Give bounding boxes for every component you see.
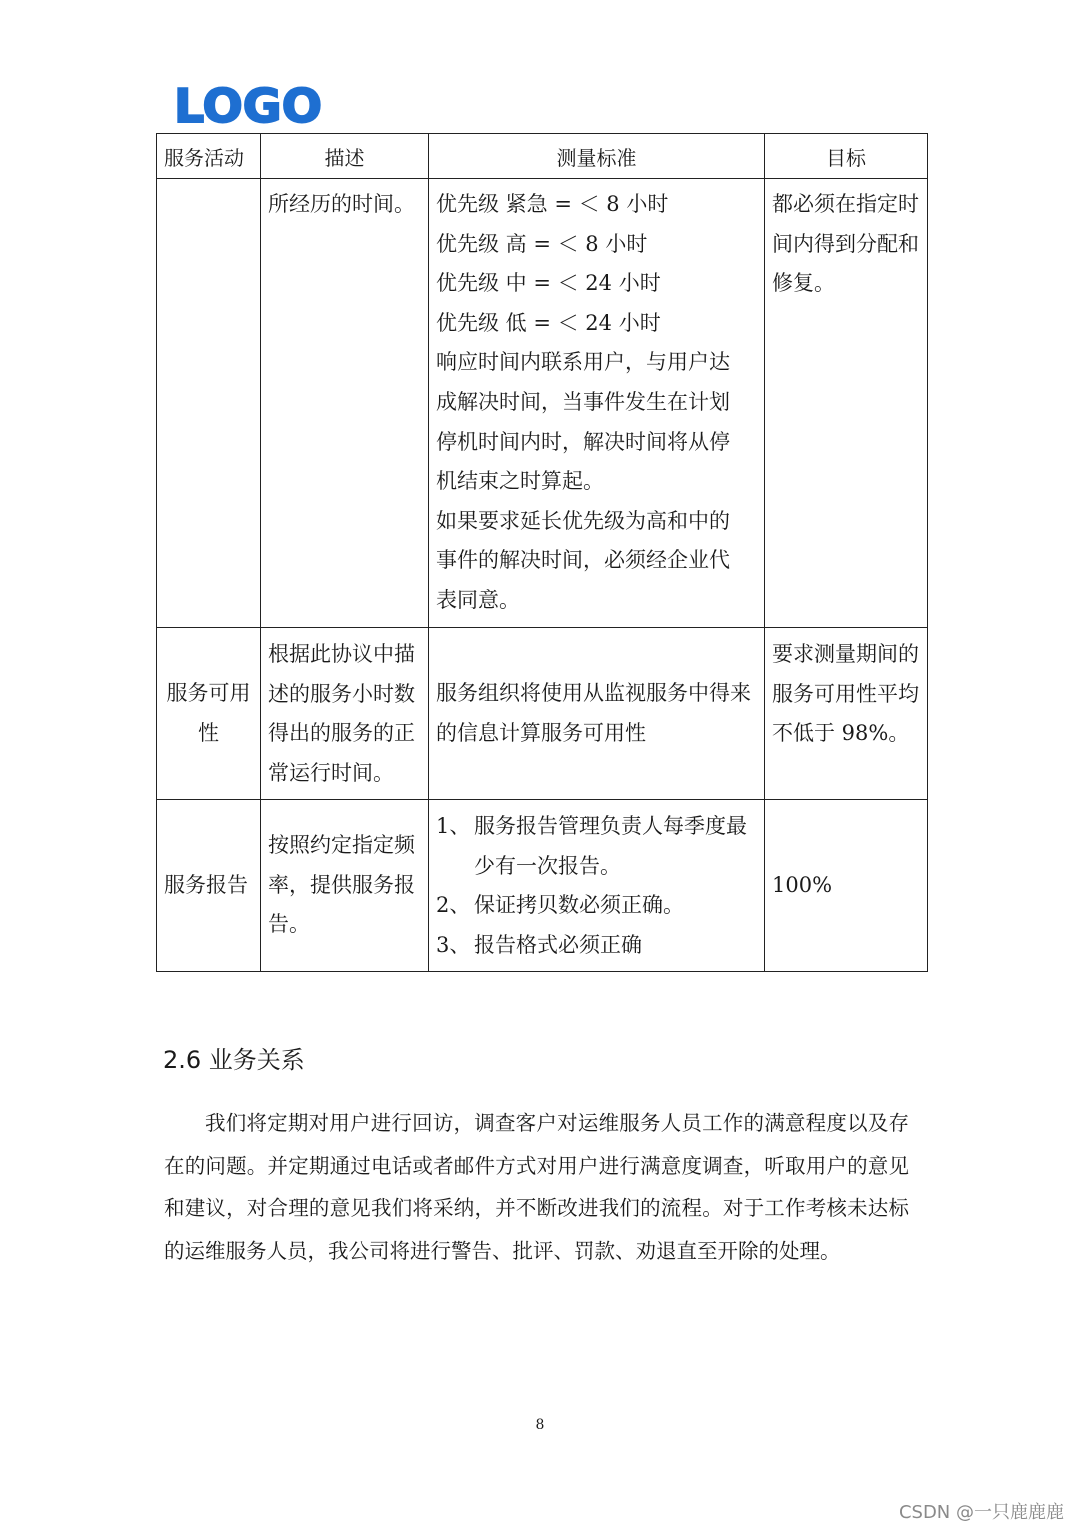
header-description: 描述 [261,134,429,179]
table-header-row [157,134,928,179]
table-row [157,800,928,972]
measurement-line: 成解决时间，当事件发生在计划 [436,389,730,414]
measurement-line: 优先级 高 = ＜ 8 小时 [436,231,648,256]
logo [174,84,324,128]
cell-description: 按照约定指定频率，提供服务报告。 [261,800,429,972]
measurement-line: 如果要求延长优先级为高和中的 [436,508,730,533]
cell-measurement: 服务组织将使用从监视服务中得来的信息计算服务可用性 [429,628,765,800]
section-heading: 2.6 业务关系 [163,1046,305,1074]
numbered-item [436,807,757,886]
item-text: 报告格式必须正确 [474,932,642,957]
cell-target: 要求测量期间的服务可用性平均不低于 98%。 [765,628,928,800]
table-row [157,179,928,628]
numbered-item [436,926,757,966]
header-measurement: 测量标准 [429,134,765,179]
item-number: 2、 [436,893,471,918]
sla-table [156,133,928,972]
cell-activity: 服务可用性 [157,628,261,800]
measurement-line: 表同意。 [436,587,520,612]
measurement-line: 响应时间内联系用户，与用户达 [436,350,730,375]
measurement-line: 机结束之时算起。 [436,469,604,494]
measurement-line: 优先级 中 = ＜ 24 小时 [436,271,661,296]
body-paragraph: 我们将定期对用户进行回访，调查客户对运维服务人员工作的满意程度以及存在的问题。并定期通过电话或者邮件方式对用户进行满意度调查，听取用户的意见和建议，对合理的意见我们将采纳，并不断改进我们的流程。对于工作考核未达标的运维服务人员，我公司将进行警告、批评、罚款、劝退直至开除的处理。 [164,1111,909,1263]
measurement-line: 事件的解决时间，必须经企业代 [436,548,730,573]
cell-target: 都必须在指定时间内得到分配和修复。 [765,179,928,628]
numbered-item [436,886,757,926]
cell-measurement [429,179,765,628]
measurement-line: 停机时间内时，解决时间将从停 [436,429,730,454]
logo-text: LOGO [174,84,322,128]
table-row [157,628,928,800]
measurement-line: 优先级 紧急 = ＜ 8 小时 [436,192,669,216]
cell-description: 根据此协议中描述的服务小时数得出的服务的正常运行时间。 [261,628,429,800]
watermark: CSDN @一只鹿鹿鹿 [898,1502,1064,1523]
cell-target: 100% [765,800,928,972]
cell-activity: 服务报告 [157,800,261,972]
page-number: 8 [535,1417,545,1433]
header-activity: 服务活动 [157,134,261,179]
item-text: 保证拷贝数必须正确。 [474,893,684,918]
header-target: 目标 [765,134,928,179]
cell-activity [157,179,261,628]
item-number: 3、 [436,932,471,957]
item-text: 服务报告管理负责人每季度最少有一次报告。 [474,814,747,878]
measurement-line: 优先级 低 = ＜ 24 小时 [436,310,661,335]
cell-description: 所经历的时间。 [261,179,429,628]
item-number: 1、 [436,814,471,838]
cell-measurement [429,800,765,972]
